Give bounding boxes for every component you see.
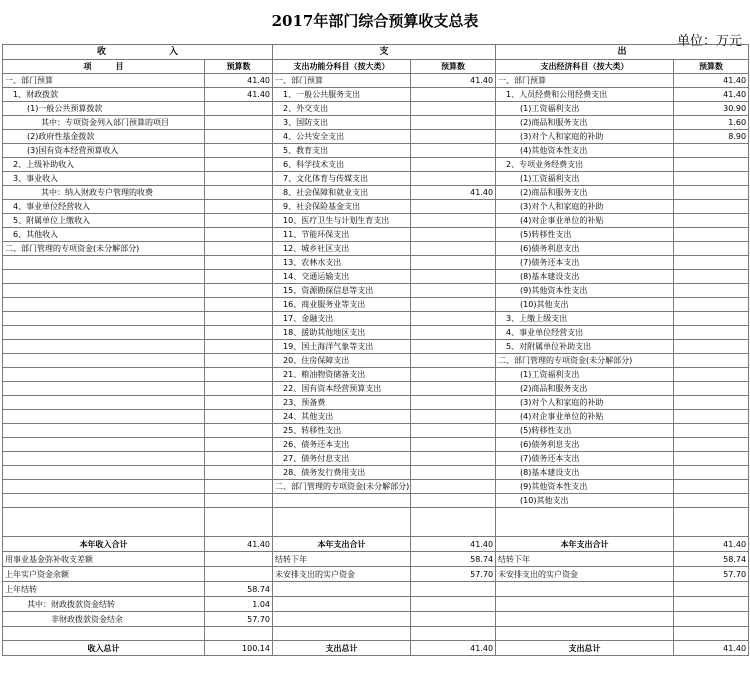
- budget-value-cell: [411, 326, 496, 340]
- budget-value-cell: [674, 582, 749, 597]
- budget-value-cell: [674, 597, 749, 612]
- item-label-cell: 4、事业单位经营收入: [3, 200, 205, 214]
- item-label-cell: 27、债务付息支出: [273, 452, 411, 466]
- table-row: [3, 270, 749, 284]
- budget-value-cell: [205, 368, 273, 382]
- item-label-cell: 21、粮油物资储备支出: [273, 368, 411, 382]
- budget-value-cell: [674, 326, 749, 340]
- budget-value-cell: [674, 228, 749, 242]
- item-label-cell: [496, 582, 674, 597]
- empty-cell: [674, 508, 749, 537]
- budget-value-cell: [674, 612, 749, 627]
- table-row: [3, 340, 749, 354]
- item-label-cell: [3, 410, 205, 424]
- budget-value-cell: [205, 466, 273, 480]
- table-row: [3, 130, 749, 144]
- col-budget-header: 预算数: [205, 60, 273, 74]
- budget-value-cell: [411, 582, 496, 597]
- table-row: [3, 612, 749, 627]
- budget-value-cell: [205, 116, 273, 130]
- table-row: [3, 102, 749, 116]
- item-label-cell: [3, 270, 205, 284]
- table-row: [3, 312, 749, 326]
- item-label-cell: 支出总计: [273, 641, 411, 656]
- item-label-cell: (2)商品和服务支出: [496, 382, 674, 396]
- table-row: [3, 582, 749, 597]
- budget-value-cell: 57.70: [411, 567, 496, 582]
- budget-value-cell: [411, 242, 496, 256]
- budget-value-cell: [205, 102, 273, 116]
- table-row: [3, 116, 749, 130]
- item-label-cell: 9、社会保险基金支出: [273, 200, 411, 214]
- item-label-cell: 10、医疗卫生与计划生育支出: [273, 214, 411, 228]
- item-label-cell: 23、预备费: [273, 396, 411, 410]
- item-label-cell: [3, 284, 205, 298]
- table-row: [3, 74, 749, 88]
- item-label-cell: (8)基本建设支出: [496, 466, 674, 480]
- budget-value-cell: [674, 144, 749, 158]
- item-label-cell: [3, 494, 205, 508]
- budget-value-cell: [205, 424, 273, 438]
- item-label-cell: (6)债务利息支出: [496, 242, 674, 256]
- budget-value-cell: 41.40: [674, 74, 749, 88]
- item-label-cell: 非财政拨款资金结余: [3, 612, 205, 627]
- table-row: [3, 200, 749, 214]
- item-label-cell: (2)商品和服务支出: [496, 186, 674, 200]
- item-label-cell: [3, 298, 205, 312]
- item-label-cell: [3, 312, 205, 326]
- item-label-cell: (3)对个人和家庭的补助: [496, 130, 674, 144]
- budget-value-cell: [411, 438, 496, 452]
- empty-cell: [496, 508, 674, 537]
- expense-header-right: 出: [496, 45, 749, 60]
- item-label-cell: 未安排支出的实户资金: [273, 567, 411, 582]
- budget-value-cell: [205, 312, 273, 326]
- col-func-header: 支出功能分科目（按大类）: [273, 60, 411, 74]
- budget-value-cell: [674, 466, 749, 480]
- item-label-cell: 5、附属单位上缴收入: [3, 214, 205, 228]
- empty-cell: [3, 627, 205, 641]
- budget-value-cell: [411, 312, 496, 326]
- table-row: [3, 368, 749, 382]
- item-label-cell: 结转下年: [273, 552, 411, 567]
- budget-value-cell: [674, 298, 749, 312]
- budget-value-cell: 41.40: [411, 74, 496, 88]
- table-row: [3, 597, 749, 612]
- empty-cell: [496, 627, 674, 641]
- budget-value-cell: 41.40: [205, 537, 273, 552]
- item-label-cell: 2、外交支出: [273, 102, 411, 116]
- item-label-cell: 2、上级补助收入: [3, 158, 205, 172]
- item-label-cell: 结转下年: [496, 552, 674, 567]
- budget-value-cell: [411, 340, 496, 354]
- item-label-cell: (4)对企事业单位的补贴: [496, 410, 674, 424]
- item-label-cell: [273, 494, 411, 508]
- budget-value-cell: [411, 200, 496, 214]
- item-label-cell: [273, 582, 411, 597]
- table-row: [3, 158, 749, 172]
- item-label-cell: [3, 326, 205, 340]
- table-row: [3, 410, 749, 424]
- budget-value-cell: [411, 452, 496, 466]
- col-budget2-header: 预算数: [411, 60, 496, 74]
- item-label-cell: 19、国土海洋气象等支出: [273, 340, 411, 354]
- item-label-cell: [3, 480, 205, 494]
- table-body: [3, 45, 749, 656]
- budget-value-cell: [411, 298, 496, 312]
- budget-value-cell: [411, 424, 496, 438]
- item-label-cell: (3)国有资本经营预算收入: [3, 144, 205, 158]
- item-label-cell: (4)其他资本性支出: [496, 144, 674, 158]
- item-label-cell: 3、国防支出: [273, 116, 411, 130]
- item-label-cell: 15、资源勘探信息等支出: [273, 284, 411, 298]
- item-label-cell: 6、其他收入: [3, 228, 205, 242]
- budget-value-cell: [411, 396, 496, 410]
- item-label-cell: [3, 354, 205, 368]
- item-label-cell: 18、援助其他地区支出: [273, 326, 411, 340]
- item-label-cell: [3, 438, 205, 452]
- item-label-cell: 22、国有资本经营预算支出: [273, 382, 411, 396]
- budget-value-cell: [674, 284, 749, 298]
- budget-value-cell: 41.40: [674, 537, 749, 552]
- item-label-cell: 8、社会保障和就业支出: [273, 186, 411, 200]
- item-label-cell: (9)其他资本性支出: [496, 480, 674, 494]
- budget-value-cell: 58.74: [674, 552, 749, 567]
- budget-value-cell: 41.40: [411, 641, 496, 656]
- budget-value-cell: 100.14: [205, 641, 273, 656]
- budget-value-cell: [411, 466, 496, 480]
- budget-value-cell: 41.40: [411, 537, 496, 552]
- empty-cell: [273, 508, 411, 537]
- item-label-cell: (4)对企事业单位的补贴: [496, 214, 674, 228]
- budget-value-cell: [205, 186, 273, 200]
- table-row: [3, 214, 749, 228]
- empty-cell: [674, 627, 749, 641]
- budget-value-cell: [411, 597, 496, 612]
- budget-value-cell: [674, 200, 749, 214]
- item-label-cell: [273, 597, 411, 612]
- expense-header-left: 支: [273, 45, 496, 60]
- budget-value-cell: [674, 396, 749, 410]
- budget-value-cell: 1.04: [205, 597, 273, 612]
- item-label-cell: (2)商品和服务支出: [496, 116, 674, 130]
- item-label-cell: [3, 424, 205, 438]
- budget-value-cell: 58.74: [205, 582, 273, 597]
- budget-value-cell: [674, 186, 749, 200]
- budget-value-cell: [674, 256, 749, 270]
- item-label-cell: [3, 368, 205, 382]
- spacer-row: [3, 627, 749, 641]
- budget-value-cell: 41.40: [674, 88, 749, 102]
- budget-value-cell: [674, 158, 749, 172]
- item-label-cell: 17、金融支出: [273, 312, 411, 326]
- budget-value-cell: [205, 340, 273, 354]
- budget-value-cell: 58.74: [411, 552, 496, 567]
- empty-cell: [3, 508, 205, 537]
- col-budget3-header: 预算数: [674, 60, 749, 74]
- budget-value-cell: [674, 382, 749, 396]
- item-label-cell: 1、一般公共服务支出: [273, 88, 411, 102]
- budget-value-cell: [411, 144, 496, 158]
- budget-value-cell: [205, 284, 273, 298]
- budget-value-cell: [674, 438, 749, 452]
- header-row-1: [3, 45, 749, 60]
- table-row: [3, 382, 749, 396]
- budget-value-cell: 41.40: [411, 186, 496, 200]
- budget-value-cell: [205, 410, 273, 424]
- item-label-cell: (1)工资福利支出: [496, 368, 674, 382]
- table-row: [3, 144, 749, 158]
- table-row: [3, 552, 749, 567]
- item-label-cell: 5、对附属单位补助支出: [496, 340, 674, 354]
- item-label-cell: [496, 597, 674, 612]
- item-label-cell: (1)工资福利支出: [496, 102, 674, 116]
- item-label-cell: 1、人员经费和公用经费支出: [496, 88, 674, 102]
- budget-value-cell: [411, 270, 496, 284]
- budget-value-cell: [674, 354, 749, 368]
- budget-value-cell: [205, 552, 273, 567]
- table-row: [3, 424, 749, 438]
- item-label-cell: [3, 452, 205, 466]
- item-label-cell: (3)对个人和家庭的补助: [496, 396, 674, 410]
- budget-value-cell: [411, 494, 496, 508]
- col-item-header: 项 目: [3, 60, 205, 74]
- empty-cell: [205, 627, 273, 641]
- item-label-cell: 7、文化体育与传媒支出: [273, 172, 411, 186]
- item-label-cell: (6)债务利息支出: [496, 438, 674, 452]
- income-header: 收 入: [3, 45, 273, 60]
- item-label-cell: (7)债务还本支出: [496, 452, 674, 466]
- unit-label: 单位：万元: [676, 34, 742, 49]
- item-label-cell: 3、事业收入: [3, 172, 205, 186]
- page-title: 2017年部门综合预算收支总表: [271, 12, 479, 30]
- budget-table: [2, 44, 749, 656]
- budget-value-cell: [411, 354, 496, 368]
- item-label-cell: (5)转移性支出: [496, 424, 674, 438]
- item-label-cell: [3, 256, 205, 270]
- budget-value-cell: 57.70: [674, 567, 749, 582]
- budget-value-cell: [674, 494, 749, 508]
- budget-value-cell: [411, 228, 496, 242]
- item-label-cell: 支出总计: [496, 641, 674, 656]
- budget-value-cell: [411, 116, 496, 130]
- item-label-cell: 12、城乡社区支出: [273, 242, 411, 256]
- budget-value-cell: [205, 396, 273, 410]
- table-row: [3, 641, 749, 656]
- item-label-cell: 14、交通运输支出: [273, 270, 411, 284]
- item-label-cell: 一、部门预算: [496, 74, 674, 88]
- budget-value-cell: [674, 410, 749, 424]
- budget-value-cell: 30.90: [674, 102, 749, 116]
- budget-value-cell: [674, 480, 749, 494]
- budget-value-cell: [205, 452, 273, 466]
- budget-value-cell: [205, 354, 273, 368]
- item-label-cell: (3)对个人和家庭的补助: [496, 200, 674, 214]
- table-row: [3, 228, 749, 242]
- item-label-cell: 其中：财政拨款资金结转: [3, 597, 205, 612]
- item-label-cell: 一、部门预算: [273, 74, 411, 88]
- table-row: [3, 396, 749, 410]
- budget-value-cell: [205, 438, 273, 452]
- budget-value-cell: [674, 214, 749, 228]
- budget-value-cell: 41.40: [205, 88, 273, 102]
- budget-value-cell: [411, 88, 496, 102]
- item-label-cell: 25、转移性支出: [273, 424, 411, 438]
- budget-value-cell: [674, 452, 749, 466]
- budget-value-cell: [205, 494, 273, 508]
- table-row: [3, 480, 749, 494]
- budget-value-cell: [205, 144, 273, 158]
- table-row: [3, 326, 749, 340]
- budget-value-cell: [411, 102, 496, 116]
- item-label-cell: 13、农林水支出: [273, 256, 411, 270]
- item-label-cell: 20、住房保障支出: [273, 354, 411, 368]
- item-label-cell: 1、财政拨款: [3, 88, 205, 102]
- item-label-cell: 其中：专项资金列入部门预算的项目: [3, 116, 205, 130]
- item-label-cell: [3, 396, 205, 410]
- table-row: [3, 537, 749, 552]
- item-label-cell: [3, 466, 205, 480]
- item-label-cell: 本年支出合计: [273, 537, 411, 552]
- empty-cell: [273, 627, 411, 641]
- budget-value-cell: [205, 270, 273, 284]
- item-label-cell: 3、上缴上级支出: [496, 312, 674, 326]
- item-label-cell: [3, 382, 205, 396]
- budget-value-cell: 41.40: [205, 74, 273, 88]
- budget-value-cell: [205, 242, 273, 256]
- item-label-cell: 未安排支出的实户资金: [496, 567, 674, 582]
- budget-value-cell: [411, 172, 496, 186]
- item-label-cell: [3, 340, 205, 354]
- col-econ-header: 支出经济科目（按大类）: [496, 60, 674, 74]
- budget-value-cell: [674, 340, 749, 354]
- budget-value-cell: [411, 158, 496, 172]
- item-label-cell: 二、部门管理的专项资金(未分解部分): [3, 242, 205, 256]
- budget-value-cell: [411, 284, 496, 298]
- budget-value-cell: [411, 368, 496, 382]
- item-label-cell: 16、商业服务业等支出: [273, 298, 411, 312]
- budget-value-cell: [411, 256, 496, 270]
- budget-value-cell: [205, 298, 273, 312]
- table-row: [3, 186, 749, 200]
- item-label-cell: 上年实户资金余额: [3, 567, 205, 582]
- budget-value-cell: [674, 270, 749, 284]
- item-label-cell: 其中：纳入财政专户管理的收费: [3, 186, 205, 200]
- item-label-cell: 上年结转: [3, 582, 205, 597]
- item-label-cell: 4、公共安全支出: [273, 130, 411, 144]
- budget-value-cell: [674, 172, 749, 186]
- budget-value-cell: [674, 424, 749, 438]
- budget-value-cell: [411, 130, 496, 144]
- item-label-cell: 本年支出合计: [496, 537, 674, 552]
- table-row: [3, 494, 749, 508]
- item-label-cell: 28、债务发行费用支出: [273, 466, 411, 480]
- header-row-2: [3, 60, 749, 74]
- budget-value-cell: [205, 172, 273, 186]
- item-label-cell: 二、部门管理的专项资金(未分解部分): [496, 354, 674, 368]
- budget-value-cell: [205, 214, 273, 228]
- table-row: [3, 284, 749, 298]
- budget-value-cell: [411, 410, 496, 424]
- budget-value-cell: [411, 480, 496, 494]
- empty-cell: [411, 508, 496, 537]
- item-label-cell: 24、其他支出: [273, 410, 411, 424]
- budget-value-cell: [205, 130, 273, 144]
- item-label-cell: (1)一般公共预算拨款: [3, 102, 205, 116]
- budget-value-cell: [411, 612, 496, 627]
- budget-value-cell: [411, 382, 496, 396]
- budget-value-cell: 41.40: [674, 641, 749, 656]
- budget-value-cell: [205, 326, 273, 340]
- budget-value-cell: [205, 480, 273, 494]
- item-label-cell: 6、科学技术支出: [273, 158, 411, 172]
- budget-value-cell: [674, 312, 749, 326]
- item-label-cell: 收入总计: [3, 641, 205, 656]
- item-label-cell: 4、事业单位经营支出: [496, 326, 674, 340]
- empty-cell: [411, 627, 496, 641]
- table-row: [3, 354, 749, 368]
- item-label-cell: (2)政府性基金拨款: [3, 130, 205, 144]
- item-label-cell: 5、教育支出: [273, 144, 411, 158]
- item-label-cell: (1)工资福利支出: [496, 172, 674, 186]
- item-label-cell: 本年收入合计: [3, 537, 205, 552]
- spacer-row: [3, 508, 749, 537]
- budget-value-cell: 8.90: [674, 130, 749, 144]
- item-label-cell: (5)转移性支出: [496, 228, 674, 242]
- budget-value-cell: [205, 228, 273, 242]
- budget-value-cell: [205, 256, 273, 270]
- table-row: [3, 256, 749, 270]
- item-label-cell: (9)其他资本性支出: [496, 284, 674, 298]
- table-row: [3, 242, 749, 256]
- item-label-cell: (8)基本建设支出: [496, 270, 674, 284]
- budget-value-cell: [205, 382, 273, 396]
- budget-value-cell: [205, 567, 273, 582]
- item-label-cell: [273, 612, 411, 627]
- item-label-cell: [496, 612, 674, 627]
- table-row: [3, 172, 749, 186]
- budget-value-cell: [674, 368, 749, 382]
- budget-value-cell: 57.70: [205, 612, 273, 627]
- item-label-cell: 26、债务还本支出: [273, 438, 411, 452]
- table-row: [3, 88, 749, 102]
- table-row: [3, 452, 749, 466]
- budget-value-cell: [674, 242, 749, 256]
- item-label-cell: 用事业基金弥补收支差额: [3, 552, 205, 567]
- budget-value-cell: [411, 214, 496, 228]
- item-label-cell: 2、专项业务经费支出: [496, 158, 674, 172]
- item-label-cell: 二、部门管理的专项资金(未分解部分): [273, 480, 411, 494]
- table-row: [3, 298, 749, 312]
- budget-value-cell: [205, 200, 273, 214]
- table-row: [3, 567, 749, 582]
- item-label-cell: (10)其他支出: [496, 494, 674, 508]
- item-label-cell: 11、节能环保支出: [273, 228, 411, 242]
- item-label-cell: (10)其他支出: [496, 298, 674, 312]
- item-label-cell: 一、部门预算: [3, 74, 205, 88]
- budget-value-cell: [205, 158, 273, 172]
- table-row: [3, 466, 749, 480]
- empty-cell: [205, 508, 273, 537]
- budget-value-cell: 1.60: [674, 116, 749, 130]
- table-row: [3, 438, 749, 452]
- item-label-cell: (7)债务还本支出: [496, 256, 674, 270]
